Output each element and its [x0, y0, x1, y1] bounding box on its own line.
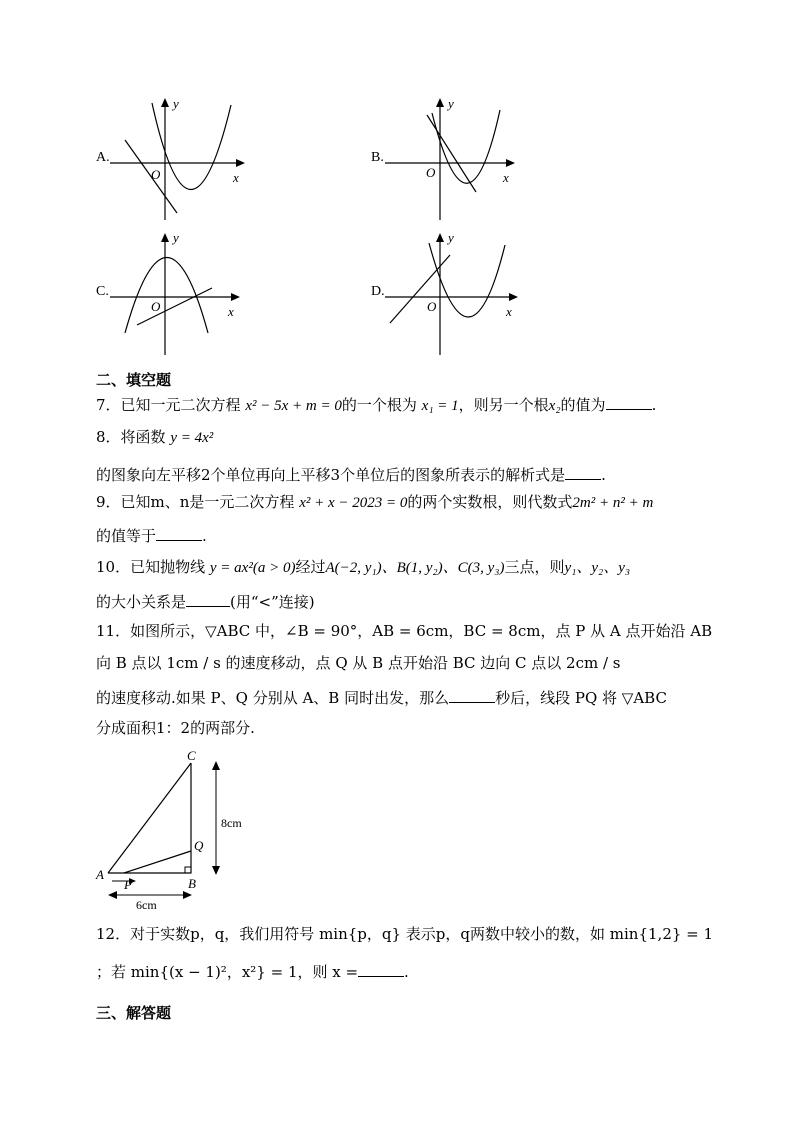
x-label: x	[503, 170, 509, 185]
ab-length-label: 6cm	[136, 898, 157, 912]
option-d-graph	[380, 230, 530, 360]
parabola	[432, 110, 500, 183]
y-label: y	[448, 96, 454, 111]
q10-variables: y₁、y₂、y₃	[564, 560, 631, 576]
line	[137, 288, 212, 325]
q10-equation: y = ax²(a > 0)	[209, 560, 296, 576]
origin-label: O	[151, 299, 161, 314]
q7-variable: x₂	[548, 398, 561, 414]
option-d-label: D.	[371, 284, 385, 299]
q11-text: 分成面积1：2的两部分.	[96, 719, 255, 737]
question-12	[96, 927, 713, 942]
option-a-graph	[105, 95, 255, 225]
x-label: x	[233, 170, 239, 185]
option-b-graph	[380, 95, 530, 225]
q9-text: 已知m、n是一元二次方程	[120, 493, 295, 511]
question-10-line2	[96, 592, 315, 610]
q12-number: 12．	[96, 925, 131, 943]
q12-answer-blank[interactable]	[358, 962, 404, 977]
question-8	[96, 430, 213, 446]
q11-text: 秒后，线段 PQ 将 ▽ABC	[495, 689, 667, 707]
q7-text: ，则另一个根	[458, 396, 549, 414]
q11-answer-blank[interactable]	[449, 688, 495, 703]
q12-text: ；若 min{(x − 1)²，x²} = 1，则 x =	[96, 963, 359, 981]
point-q-label: Q	[194, 838, 204, 853]
q12-text: 对于实数p，q，我们用符号 min{p，q} 表示p，q两数中较小的数，如 min{1,2} = 1	[130, 925, 714, 943]
section-fill-in-title: 二、填空题	[96, 371, 172, 389]
q9-equation: x² + x − 2023 = 0	[299, 495, 408, 511]
question-9-line2: 的值等于 .	[96, 527, 207, 545]
question-11-line3	[96, 688, 667, 706]
q8-text: 的图象向左平移2个单位再向上平移3个单位后的图象所表示的解析式是	[96, 466, 566, 484]
q10-text: 经过	[295, 558, 326, 576]
q12-text: .	[404, 963, 409, 981]
q7-root: x₁ = 1	[421, 398, 459, 414]
line	[427, 115, 476, 192]
q9-expression: 2m² + n² + m	[572, 495, 654, 511]
q7-answer-blank[interactable]	[606, 395, 652, 410]
q8-equation: y = 4x²	[170, 430, 214, 446]
q10-text: 三点，则	[504, 558, 565, 576]
q9-text: 的两个实数根，则代数式	[407, 493, 573, 511]
q10-points: A(−2, y₁)、B(1, y₂)、C(3, y₃)	[325, 560, 505, 576]
q10-number: 10．	[96, 558, 131, 576]
q10-text: 的大小关系是	[96, 593, 187, 611]
option-b-label: B.	[371, 150, 384, 165]
option-c-label: C.	[96, 284, 109, 299]
question-11-line2	[96, 656, 621, 671]
origin-label: O	[151, 167, 161, 182]
q10-text: 已知抛物线	[130, 558, 206, 576]
question-8-line2: 的图象向左平移2个单位再向上平移3个单位后的图象所表示的解析式是 .	[96, 466, 606, 484]
q11-text: 的速度移动.如果 P、Q 分别从 A、B 同时出发，那么	[96, 689, 450, 707]
parabola	[125, 258, 208, 334]
q11-triangle-figure	[90, 745, 260, 910]
q7-text: 的一个根为	[341, 396, 417, 414]
vertex-b-label: B	[188, 876, 196, 891]
question-12-line2	[96, 962, 409, 980]
q9-answer-blank[interactable]	[156, 526, 202, 541]
origin-label: O	[427, 299, 437, 314]
q7-text: 已知一元二次方程	[120, 396, 241, 414]
q8-answer-blank[interactable]	[565, 465, 601, 480]
q7-number: 7．	[96, 396, 121, 414]
q9-number: 9．	[96, 493, 121, 511]
bc-length-label: 8cm	[221, 816, 242, 830]
question-11-line4	[96, 721, 255, 736]
question-11	[96, 624, 712, 639]
vertex-c-label: C	[187, 748, 196, 763]
vertex-a-label: A	[96, 867, 104, 882]
x-label: x	[506, 304, 512, 319]
y-label: y	[173, 230, 179, 245]
origin-label: O	[426, 165, 436, 180]
q7-text: 的值为	[560, 396, 606, 414]
point-p-label: P	[124, 877, 132, 892]
section-answer-title: 三、解答题	[96, 1004, 172, 1022]
x-label: x	[228, 304, 234, 319]
q8-number: 8．	[96, 428, 121, 446]
q7-equation: x² − 5x + m = 0	[245, 398, 342, 414]
q11-text: 向 B 点以 1cm / s 的速度移动，点 Q 从 B 点开始沿 BC 边向 C 点以 2cm / s	[96, 654, 621, 672]
question-9	[96, 495, 653, 511]
y-label: y	[173, 96, 179, 111]
q11-text: 如图所示，▽ABC 中，∠B = 90°，AB = 6cm，BC = 8cm，点 P 从 A 点开始沿 AB	[130, 622, 713, 640]
q11-number: 11．	[96, 622, 131, 640]
question-10	[96, 560, 630, 576]
option-a-label: A.	[96, 150, 110, 165]
option-c-graph	[105, 230, 255, 360]
parabola	[152, 103, 231, 190]
line	[390, 255, 450, 323]
y-label: y	[448, 230, 454, 245]
question-7: 7．已知一元二次方程 x² − 5x + m = 0的一个根为 x₁ = 1，则另一个根x₂的值为 .	[96, 396, 657, 414]
q10-text: (用“<”连接)	[230, 593, 315, 611]
q10-answer-blank[interactable]	[186, 592, 230, 607]
q9-text: 的值等于	[96, 527, 157, 545]
q8-text: 将函数	[120, 428, 166, 446]
